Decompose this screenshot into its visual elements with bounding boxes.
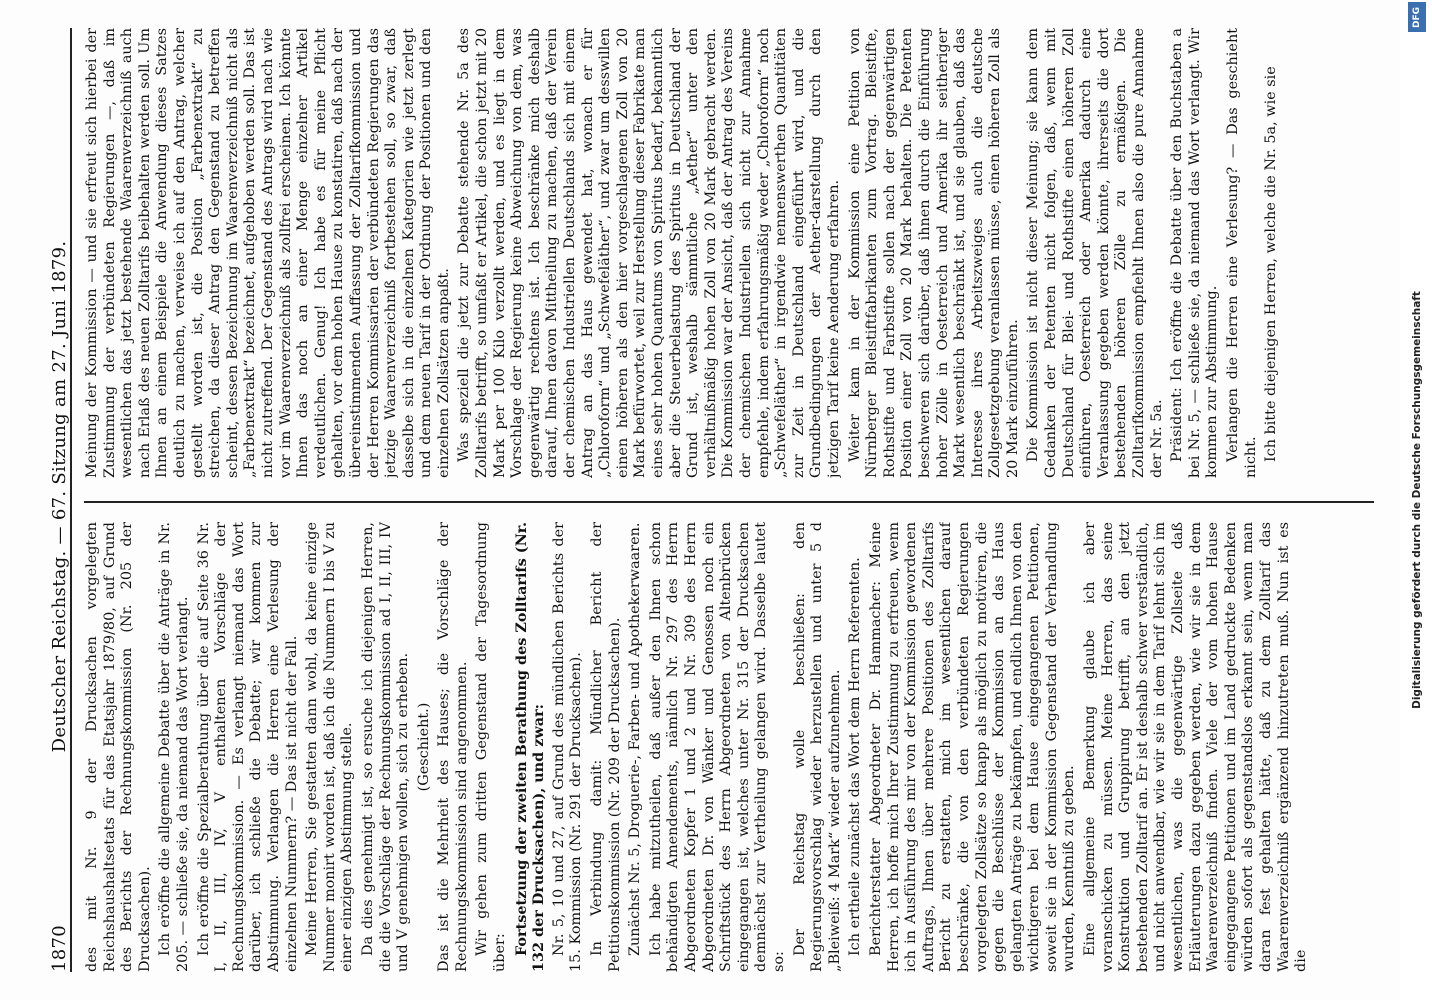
paragraph: In Verbindung damit: Mündlicher Bericht der Petitionskommission (Nr. 209 der Drucksachen). [589,522,623,972]
paragraph: Präsident: Ich eröffne die Debatte über den Buchstaben a bei Nr. 5, — schließe sie, da niemand das Wort verlangt. Wir kommen zur Abstimmung. [1169,28,1221,478]
paragraph: Fortsetzung der zweiten Berathung des Zolltarifs (Nr. 132 der Drucksachen), und zwar: [512,522,548,972]
watermark-text: Digitalisierung gefördert durch die Deutsche Forschungsgemeinschaft [1411,291,1423,709]
paragraph: Ich eröffne die Spezialberathung über die auf Seite 36 Nr. I, II, III, IV, V enthaltenen Vorschläge der Rechnungskommission. — Es verlangt niemand das Wort darüber, ich schließe die Debatte; wir kommen zur Abstimmung. Verlangen die Herren eine Verlesung der einzelnen Nummern? — Das ist nicht der Fall. [195,522,300,972]
paragraph: Nr. 5, 10 und 27, auf Grund des mündlichen Berichts der 15. Kommission (Nr. 291 der Drucksachen). [550,522,585,972]
paragraph: Eine allgemeine Bemerkung glaube ich aber voranschicken zu müssen. Meine Herren, das seine Konstruktion und Gruppirung betrifft, an den jetzt bestehenden Zolltarif an. Er ist deshalb schwer verständlich, und nicht anwendbar, wie wir sie in dem Tarif lehnt sich im wesentlichen, was die gegenwärtige Zollseite daß Erläuterungen dazu gegeben werden, wie wir sie in dem Waarenverzeichniß finden. Viele der vom hohen Hause eingegangene Petitionen und im Land gedruckte Bedenken würden sofort als gegenstandslos erkannt sein, wenn man daran fest gehalten hätte, daß zu dem Zolltarif das Waarenverzeichniß ergänzend hinzutreten muß. Nun ist es die [1082,522,1310,972]
paragraph: Verlangen die Herren eine Verlesung? — Das geschieht nicht. [1225,28,1259,478]
paragraph: Ich bitte diejenigen Herren, welche die Nr. 5a, wie sie [1263,66,1280,462]
paragraph: des mit Nr. 9 der Drucksachen vorgelegten Reichshaushaltsetats für das Etatsjahr 1879/80, auf Grund des Berichts der Rechnungskommission (Nr. 205 der Drucksachen). [84,522,153,972]
paragraph: Berichterstatter Abgeordneter Dr. Hammacher: Meine Herren, ich hoffe mich Ihrer Zustimmung zu erfreuen, wenn ich in Ausführung des mir von der Kommission gewordenen Auftrags, Ihnen über mehrere Positionen des Zolltarifs Bericht zu erstatten, mich im wesentlichen darauf beschränke, die von den verbündeten Regierungen vorgelegten Zollsätze so knapp als möglich zu motiviren, die gegen die Beschlüsse der Kommission an das Haus gelangten Anträge zu bekämpfen, und endlich Ihnen von den wichtigeren bei dem Hause eingegangenen Petitionen, soweit sie in der Kommission Gegenstand der Verhandlung wurden, Kenntniß zu geben. [867,522,1078,972]
paragraph: Meine Herren, Sie gestatten dann wohl, da keine einzige Nummer monirt worden ist, daß ich die Nummern I bis V zu einer einzigen Abstimmung stelle. [304,522,356,972]
page-number: 1870 [49,924,70,972]
dfg-watermark [1406,0,1428,1000]
paragraph: Zunächst Nr. 5, Droguerie-, Farben- und Apothekerwaaren. [627,522,644,956]
paragraph: Weiter kam in der Kommission eine Petition von Nürnberger Bleistiftfabrikanten zum Vortrag. Bleistifte, Rothstifte und Farbstifte sollen nach der gegenwärtigen Position einer Zoll von 20 Mark behalten. Die Petenten beschweren sich darüber, daß ihnen durch die Einführung hoher Zölle in Oesterreich und Amerika ihr seitheriger Markt wesentlich beschränkt ist, und sie glauben, daß das Interesse ihres Arbeitszweiges auch die deutsche Zollgesetzgebung veranlassen müsse, einen höheren Zoll als 20 Mark einzuführen. [846,28,1021,478]
paragraph: Wir gehen zum dritten Gegenstand der Tagesordnung über: [474,522,509,972]
paragraph: (Geschieht.) [415,702,432,792]
paragraph: Meinung der Kommission — und sie erfreut sich hierbei der Zustimmung der verbündeten Regierungen —, daß im wesentlichen das jetzt bestehende Waarenverzeichniß auch nach Erlaß des neuen Zolltarifs beibehalten werden soll. Um Ihnen an einem Beispiele die Anwendung dieses Satzes deutlich zu machen, verweise ich auf den Antrag, welcher gestellt worden ist, die Position „Farbenextrakt“ zu streichen, da dieser Antrag den Gegenstand zu betreffen scheint, dessen Bezeichnung im Waarenverzeichniß nicht als „Farbenextrakt“ bezeichnet, aufgehoben werden soll. Das ist nicht zutreffend. Der Gegenstand des Antrags wird nach wie vor im Waarenverzeichniß als zollfrei erscheinen. Ich könnte Ihnen das noch an einer Menge einzelner Artikel verdeutlichen. Genug! Ich habe es für meine Pflicht gehalten, vor dem hohen Hause zu konstatiren, daß nach der übereinstimmenden Auffassung der Zolltarifkommission und der Herren Kommissarien der verbündeten Regierungen das jetzige Waarenverzeichniß fortbestehen soll, so zwar, daß dasselbe sich in die einzelnen Kategorien wie jetzt zerlegt und dem neuen Tarif in der Ordnung der Positionen und den einzelnen Zollsätzen anpaßt. [84,28,452,478]
dfg-logo: DFG [1408,2,1426,32]
paragraph: Der Reichstag wolle beschließen: den Regierungsvorschlag wieder herzustellen und unter 5 d „Bleiweiß: 4 Mark“ wieder aufzunehmen. [791,522,843,972]
paragraph: Da dies genehmigt ist, so ersuche ich diejenigen Herren, die die Vorschläge der Rechnungskommission ad I, II, III, IV und V genehmigen wollen, sich zu erheben. [359,522,412,972]
paragraph: Ich habe mitzutheilen, daß außer den Ihnen schon behändigten Amendements, nämlich Nr. 297 des Herrn Abgeordneten Kopfer 1 und 2 und Nr. 309 des Herrn Abgeordneten Dr. von Wänker und Genossen noch ein Schriftstück des Herrn Abgeordneten von Altenbrücken eingegangen ist, welches unter Nr. 315 der Drucksachen demnächst zur Vertheilung gelangen wird. Dasselbe lautet so: [647,522,787,972]
column-divider [84,501,1374,503]
paragraph: Ich eröffne die allgemeine Debatte über die Anträge in Nr. 205. — schließe sie, da niemand das Wort verlangt. [157,522,191,972]
text-column-left [84,522,1374,972]
paragraph: Was speziell die jetzt zur Debatte stehende Nr. 5a des Zolltarifs betrifft, so umfaßt er Artikel, die schon jetzt mit 20 Mark per 100 Kilo verzollt werden, und es liegt in dem Vorschlage der Regierung keine Abweichung von dem, was gegenwärtig rechtens ist. Ich beschränke mich deshalb darauf, Ihnen davon Mittheilung zu machen, daß der Verein der chemischen Industriellen Deutschlands sich mit einem Antrag an das Haus gewendet hat, wonach er für „Chloroform“ und „Schwefeläther“, und zwar um desswillen einen höheren als den hier vorgeschlagenen Zoll von 20 Mark befürwortet, weil zur Herstellung dieser Fabrikate man eines sehr hohen Quantums von Spiritus bedarf, bekanntlich aber die Steuerbelastung des Spiritus in Deutschland der Grund ist, weshalb sämmtliche „Aether“ unter den verhältnißmäßig hohen Zoll von 20 Mark gebracht werden. Die Kommission war der Ansicht, daß der Antrag des Vereins der chemischen Industriellen sich nicht zur Annahme empfehle, indem erfahrungsmäßig weder „Chloroform“ noch „Schwefeläther“ in irgendwie nennenswerthen Quantitäten zur Zeit in Deutschland eingeführt wird, und die Grundbedingungen der Aether-darstellung durch den jetzigen Tarif keine Aenderung erfahren. [456,28,842,478]
paragraph: Ich ertheile zunächst das Wort dem Herrn Referenten. [847,557,864,956]
page-header [30,28,72,972]
page-running-title: Deutscher Reichstag. — 67. Sitzung am 27. Juni 1879. [49,240,70,753]
text-column-right [84,28,1374,478]
paragraph: Die Kommission ist nicht dieser Meinung; sie kann dem Gedanken der Petenten nicht folgen, daß, wenn mit Deutschland für Blei- und Rothstifte einen höheren Zoll einführen, Oesterreich oder Amerika dadurch eine Veranlassung gegeben werden könnte, ihrerseits die dort bestehenden höheren Zölle zu ermäßigen. Die Zolltarifkommission empfiehlt Ihnen also die pure Annahme der Nr. 5a. [1025,28,1165,478]
paragraph: Das ist die Mehrheit des Hauses; die Vorschläge der Rechnungskommission sind angenommen. [436,522,470,972]
